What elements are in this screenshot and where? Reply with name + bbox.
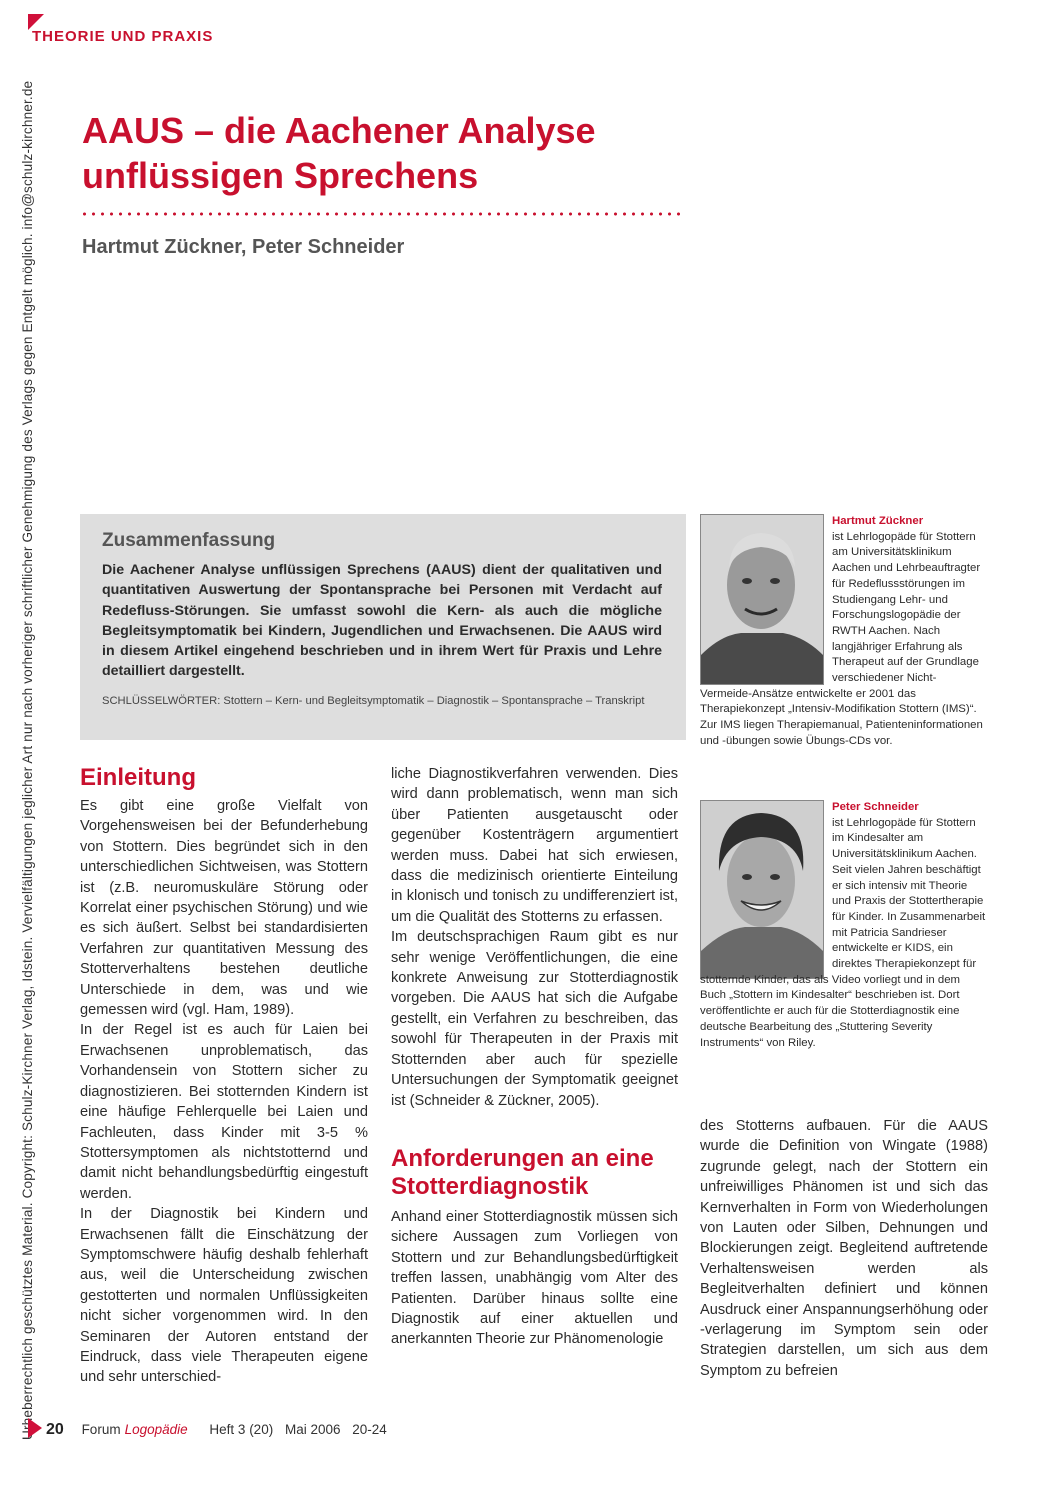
page-footer xyxy=(46,1421,395,1439)
abstract-heading: Zusammenfassung xyxy=(102,530,276,551)
paragraph: liche Diagnostikverfahren verwenden. Dies wird dann problematisch, wenn man sich über Patienten ausgetauscht oder gegenüber Kostenträgern argumentiert werden muss. Dabei hat sich erwiesen, dass die medizinisch orientierte Einteilung in klonisch und tonisch zu undifferenziert ist, um die Qualität des Stotterns zu erfassen. xyxy=(391,766,678,925)
article-title-line1: AAUS – die Aachener Analyse xyxy=(82,110,596,151)
section-heading-anforderungen xyxy=(391,1145,678,1201)
heading-line1: Anforderungen an eine xyxy=(391,1144,654,1172)
section-heading-einleitung: Einleitung xyxy=(80,764,196,791)
bio-name: Hartmut Zückner xyxy=(832,515,924,527)
abstract-keywords: SCHLÜSSELWÖRTER: Stottern – Kern- und Begleitsymptomatik – Diagnostik – Spontansprache – Transkript xyxy=(102,694,645,707)
date: Mai 2006 xyxy=(284,1422,341,1437)
journal-name: Forum xyxy=(81,1422,121,1437)
photo-float-spacer xyxy=(700,800,832,972)
paragraph: Anhand einer Stotterdiagnostik müssen sich sichere Aussagen zum Vorliegen von Stottern und zur Behandlungsbedürftigkeit treffen lassen, unabhängig vom Alter des Patienten. Darüber hinaus sollte eine Diagnostik auf einer aktuellen und anerkannten Theorie zur Phänomenologie xyxy=(391,1208,678,1348)
heading-line2: Stotterdiagnostik xyxy=(391,1172,589,1200)
section-label: THEORIE UND PRAXIS xyxy=(32,28,214,45)
photo-float-spacer xyxy=(700,514,832,682)
author-bio-schneider xyxy=(700,800,988,1051)
article-authors: Hartmut Zückner, Peter Schneider xyxy=(82,236,405,258)
bio-text: ist Lehrlogopäde für Stottern am Universitätsklinikum Aachen und Lehrbeauftragter für Redeflussstörungen im Studiengang Lehr- und Forschungslogopädie der RWTH Aachen. Nach langjähriger Erfahrung als Therapeut auf der Grundlage verschiedener Nicht-Vermeide-Ansätze entwickelte er 2001 das Therapiekonzept „Intensiv-Modifikation Stottern (IMS)“. Zur IMS liegen Therapiemanual, Patienteninformationen und -übungen sowie Übungs-CDs vor. xyxy=(700,530,983,747)
article-title-line2: unflüssigen Sprechens xyxy=(82,155,479,196)
paragraph: Es gibt eine große Vielfalt von Vorgehensweisen bei der Befunderhebung von Stottern. Dies begründet sich in den unterschiedlichen Sichtweisen, was Stottern ist (z.B. neuromuskuläre Störung oder Korrelat einer psychischen Störung) und wie es sich äußert. Selbst bei standardisierten Verfahren zur quantitativen Messung des Stotterverhaltens bestehen deutliche Unterschiede in dem, was und wie gemessen wird (vgl. Ham, 1989). xyxy=(80,798,368,1019)
paragraph: des Stotterns aufbauen. Für die AAUS wurde die Definition von Wingate (1988) zugrunde gelegt, nach der Stottern ein unfreiwilliges Phänomen ist und sich das Kernverhalten in Form von Wiederholungen von Lauten oder Silben, Dehnungen und Blockierungen zeigt. Begleitend auftretende Verhaltensweisen werden als Begleitverhalten definiert und können Ausdruck einer Anspannungserhöhung oder -verlagerung im Symptom sein oder Strategien darstellen, um sich aus dem Symptom zu befreien xyxy=(700,1118,988,1379)
column-3 xyxy=(700,1116,988,1381)
author-bio-zueckner xyxy=(700,514,988,750)
abstract-text: Die Aachener Analyse unflüssigen Sprechens (AAUS) dient der qualitativen und quantitativen Auswertung der Spontansprache bei Personen mit Verdacht auf Redefluss-Störungen. Sie umfasst sowohl die Kern- als auch die mögliche Begleitsymptomatik bei Kindern, Jugendlichen und Erwachsenen. Die AAUS wird in diesem Artikel eingehend beschrieben und in ihrem Wert für Praxis und Lehre detailliert dargestellt. xyxy=(102,562,662,680)
page-number: 20 xyxy=(46,1421,64,1438)
article-title xyxy=(82,108,722,198)
copyright-notice: Urheberrechtlich geschütztes Material. Copyright: Schulz-Kirchner Verlag, Idstein. Vervielfältigungen jeglicher Art nur nach vorheriger schriftlicher Genehmigung des Verlags gegen Entgelt möglich. info@schulz-kirchner.de xyxy=(20,80,35,1440)
paragraph: Im deutschsprachigen Raum gibt es nur sehr wenige Veröffentlichungen, die eine konkrete Anweisung zur Stotterdiagnostik vorgeben. Die AAUS hat sich die Aufgabe gestellt, ein Verfahren zu beschreiben, das sowohl für Therapeuten in der Praxis mit Stotternden aber auch für spezielle Untersuchungen der Symptomatik geeignet ist (Schneider & Zückner, 2005). xyxy=(391,929,678,1109)
column-1 xyxy=(80,764,368,1388)
page-marker-icon xyxy=(28,1418,42,1438)
dotted-divider xyxy=(80,212,684,216)
bio-text: ist Lehrlogopäde für Stottern im Kindesalter am Universitätsklinikum Aachen. Seit vielen Jahren beschäftigt er sich intensiv mit Theorie und Praxis der Stottertherapie für Kinder. In Zusammenarbeit mit Patricia Sandrieser entwickelte er KIDS, ein direktes Therapiekonzept für stotternde Kinder, das als Video vorliegt und in dem Buch „Stottern im Kindesalter“ beschrieben ist. Dort veröffentlichte er auch für die Stotterdiagnostik eine deutsche Bearbeitung des „Stuttering Severity Instruments“ von Riley. xyxy=(700,816,986,1049)
journal-logo: Logopädie xyxy=(124,1422,188,1437)
issue: Heft 3 (20) xyxy=(209,1422,274,1437)
paragraph: In der Regel ist es auch für Laien bei Erwachsenen unproblematisch, das Vorhandensein von Stottern sicher zu diagnostizieren. Bei stotternden Kindern ist eine häufige Fehlerquelle bei Laien und Fachleuten, dass Kinder mit 3-5 % Stottersymptomen als nichtstotternd und damit nicht behandlungsbedürftig eingestuft werden. xyxy=(80,1022,368,1202)
page-range: 20-24 xyxy=(352,1422,387,1437)
bio-name: Peter Schneider xyxy=(832,801,919,813)
column-2 xyxy=(391,764,678,1350)
paragraph: In der Diagnostik bei Kindern und Erwachsenen fällt die Einschätzung der Symptomschwere häufig deshalb fehlerhaft aus, weil die Unterscheidung zwischen gestotterten und normalen Unflüssigkeiten nicht sicher vorgenommen wird. In den Seminaren der Autoren entstand der Eindruck, dass viele Therapeuten eigene und sehr unterschied- xyxy=(80,1206,368,1386)
abstract-box xyxy=(80,514,686,740)
